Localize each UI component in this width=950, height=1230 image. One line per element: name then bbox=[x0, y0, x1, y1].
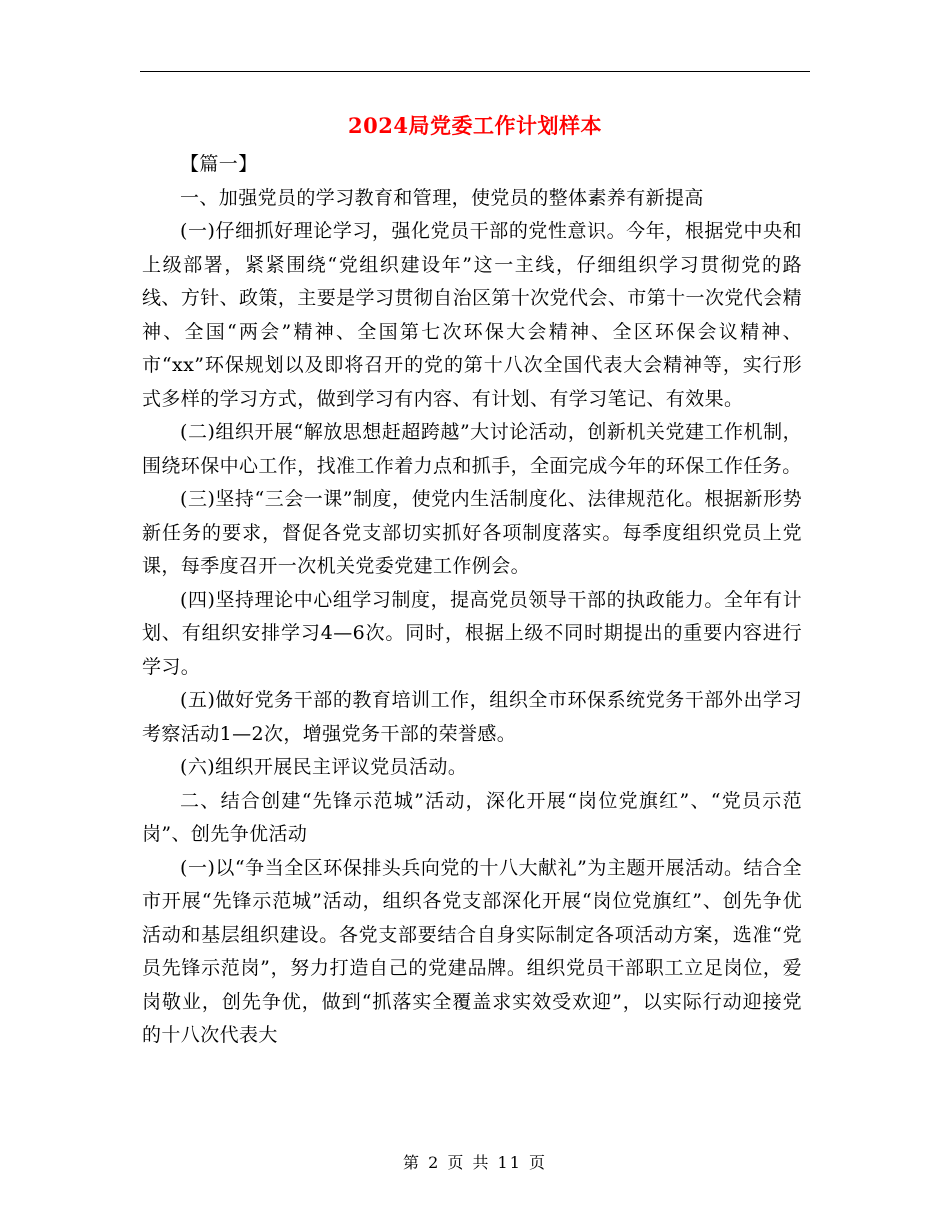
paragraph: (五)做好党务干部的教育培训工作，组织全市环保系统党务干部外出学习考察活动1—2次，增强党务干部的荣誉感。 bbox=[142, 689, 802, 745]
header-rule bbox=[140, 71, 810, 72]
section-marker: 【篇一】 bbox=[180, 153, 258, 175]
paragraph: (三)坚持“三会一课”制度，使党内生活制度化、法律规范化。根据新形势新任务的要求，督促各党支部切实抓好各项制度落实。每季度组织党员上党课，每季度召开一次机关党委党建工作例会。 bbox=[142, 488, 802, 577]
page-number-footer: 第 2 页 共 11 页 bbox=[403, 1153, 547, 1172]
paragraph: (一)仔细抓好理论学习，强化党员干部的党性意识。今年，根据党中央和上级部署，紧紧围绕“党组织建设年”这一主线，仔细组织学习贯彻党的路线、方针、政策，主要是学习贯彻自治区第十次党代会、市第十一次党代会精神、全国“两会”精神、全国第七次环保大会精神、全区环保会议精神、市“xx”环保规划以及即将召开的党的第十八次全国代表大会精神等，实行形式多样的学习方式，做到学习有内容、有计划、有学习笔记、有效果。 bbox=[142, 220, 802, 410]
paragraph: (四)坚持理论中心组学习制度，提高党员领导干部的执政能力。全年有计划、有组织安排学习4—6次。同时，根据上级不同时期提出的重要内容进行学习。 bbox=[142, 588, 802, 678]
document-title: 2024局党委工作计划样本 bbox=[348, 113, 602, 138]
paragraph: (一)以“争当全区环保排头兵向党的十八大献礼”为主题开展活动。结合全市开展“先锋示范城”活动，组织各党支部深化开展“岗位党旗红”、创先争优活动和基层组织建设。各党支部要结合自身实际制定各项活动方案，选准“党员先锋示范岗”，努力打造自己的党建品牌。组织党员干部职工立足岗位，爱岗敬业，创先争优，做到“抓落实全覆盖求实效受欢迎”，以实际行动迎接党的十八次代表大 bbox=[142, 856, 802, 1046]
document-body bbox=[142, 148, 802, 1053]
section-heading-1: 一、加强党员的学习教育和管理，使党员的整体素养有新提高 bbox=[180, 186, 704, 209]
paragraph: (二)组织开展“解放思想赶超跨越”大讨论活动，创新机关党建工作机制，围绕环保中心工作，找准工作着力点和抓手，全面完成今年的环保工作任务。 bbox=[142, 421, 802, 477]
section-heading-2: 二、结合创建“先锋示范城”活动，深化开展“岗位党旗红”、“党员示范岗”、创先争优活动 bbox=[142, 789, 802, 845]
paragraph: (六)组织开展民主评议党员活动。 bbox=[180, 756, 468, 778]
